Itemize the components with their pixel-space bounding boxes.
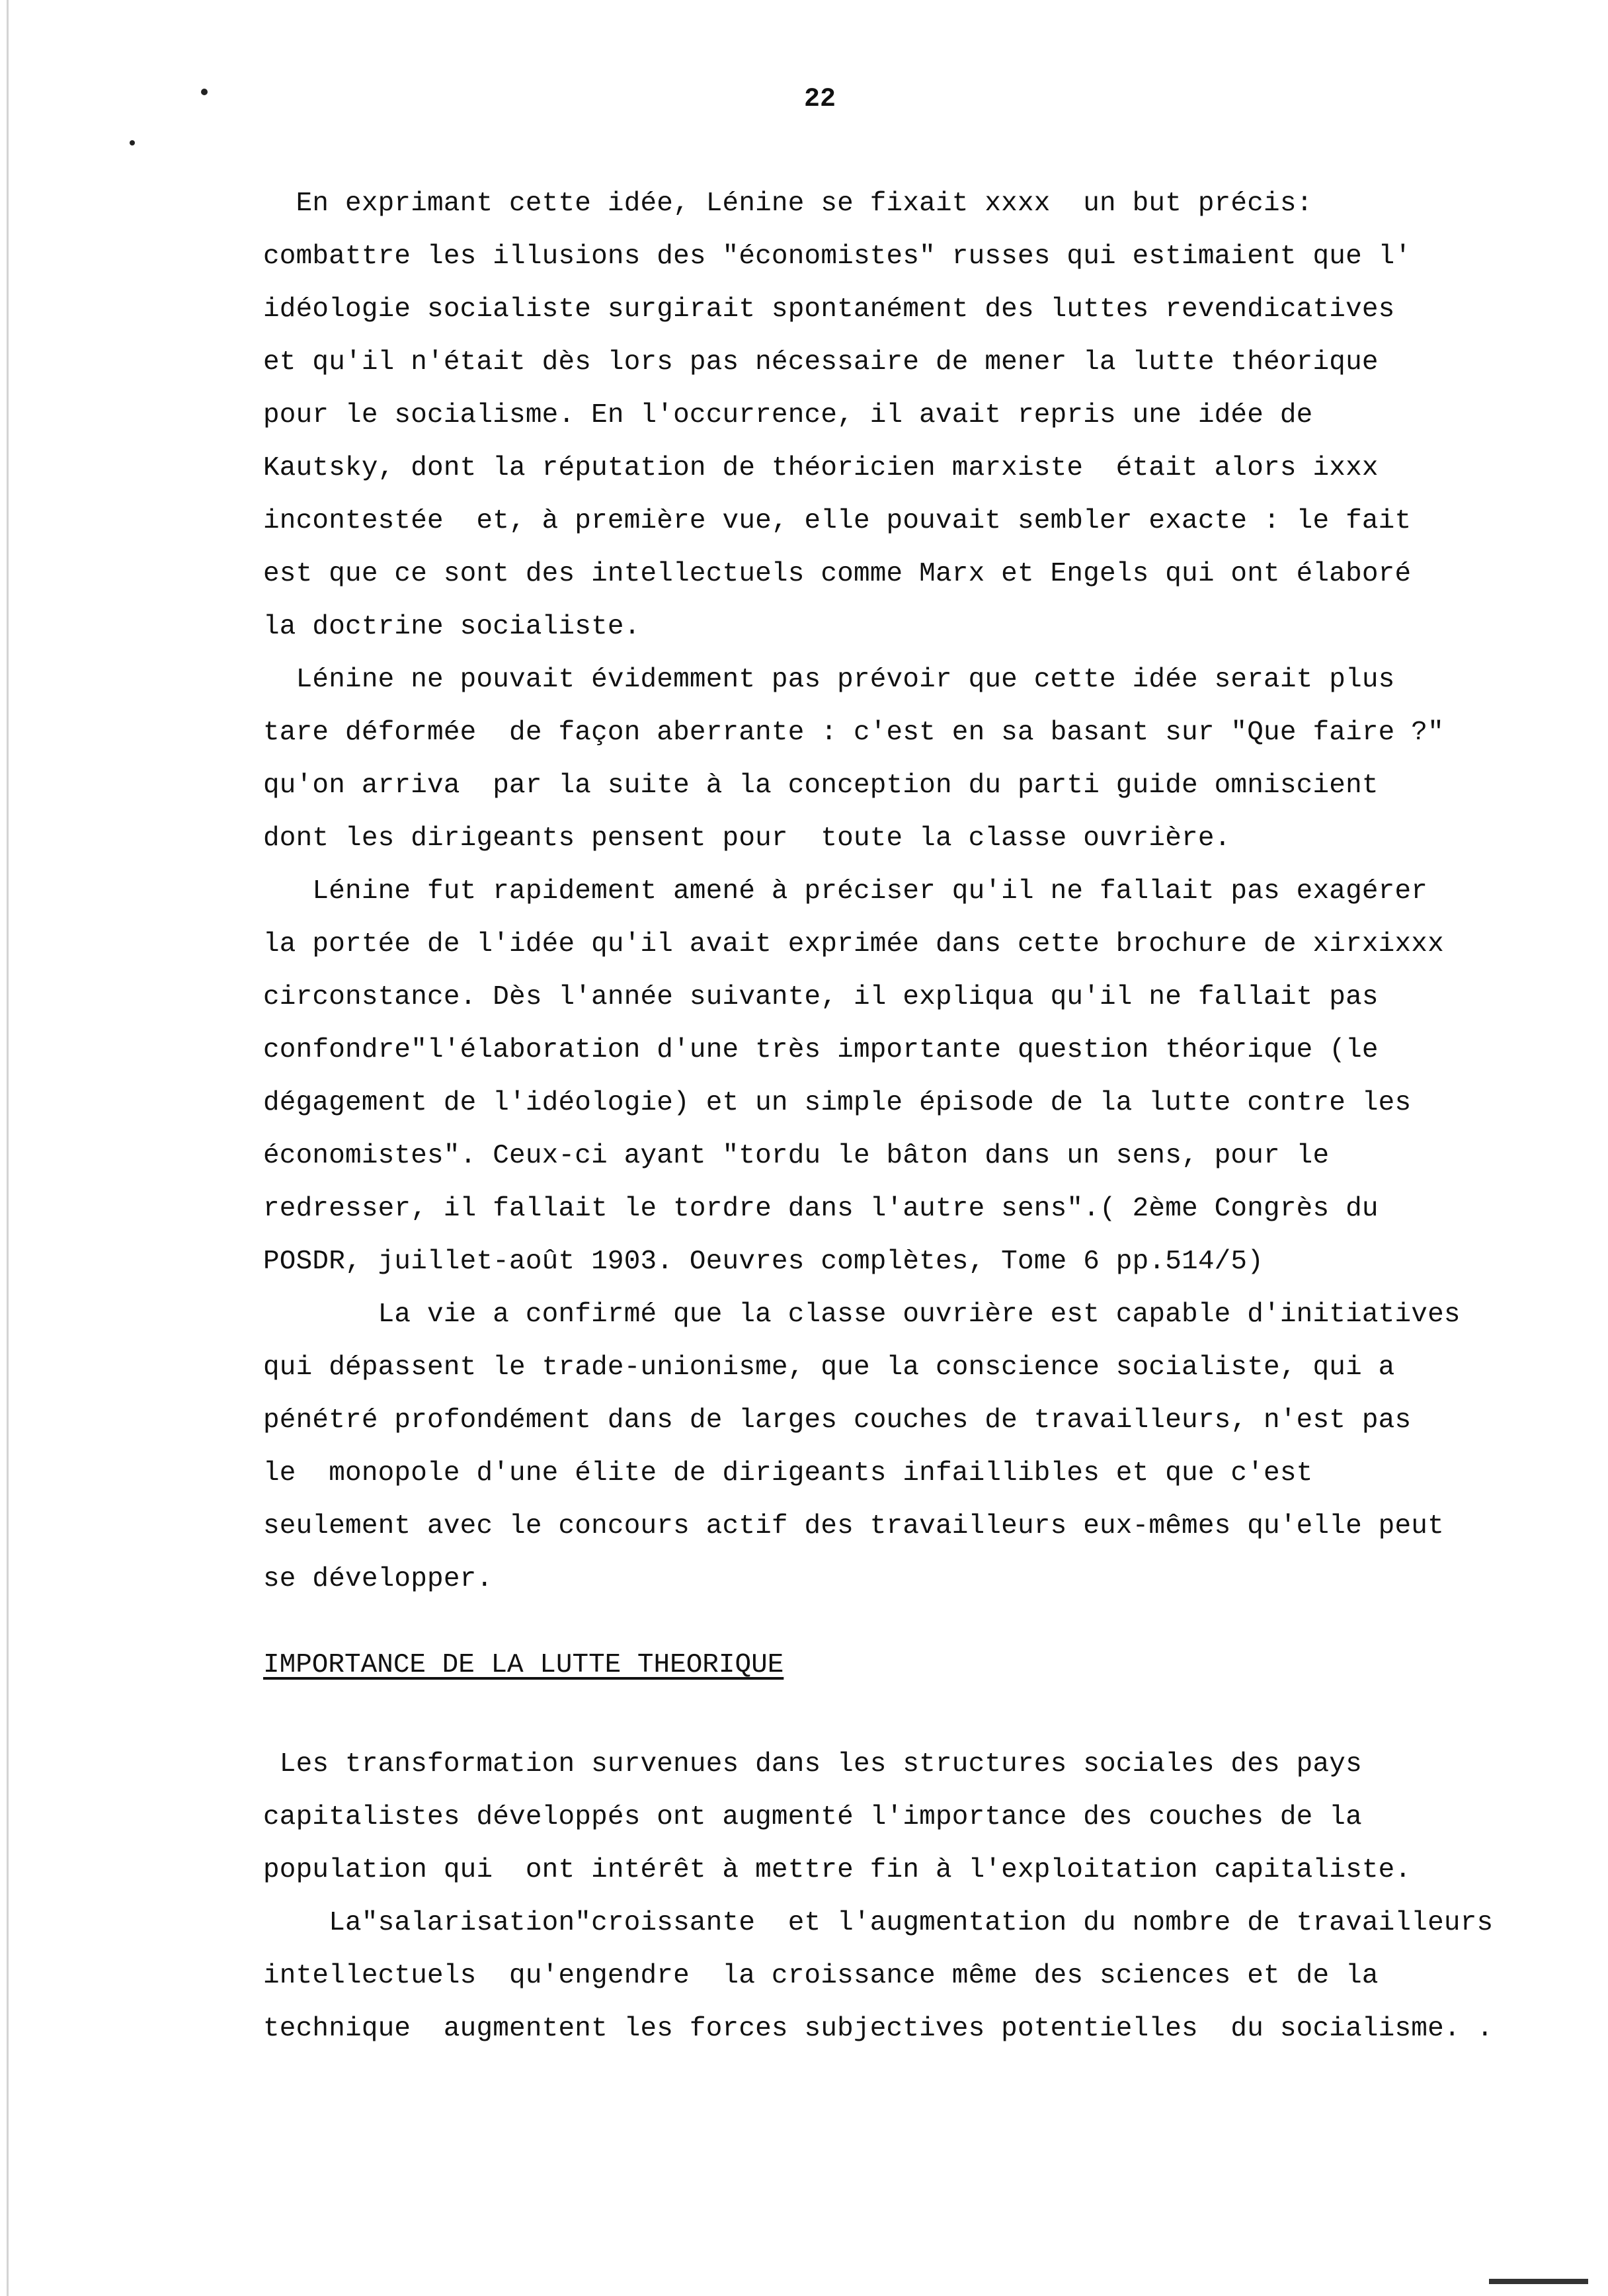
scan-edge-mark xyxy=(1489,2279,1588,2284)
text-line: pénétré profondément dans de larges couches de travailleurs, n'est pas xyxy=(263,1405,1412,1436)
text-line: Les transformation survenues dans les structures sociales des pays xyxy=(263,1749,1362,1780)
text-line: circonstance. Dès l'année suivante, il expliqua qu'il ne fallait pas xyxy=(263,982,1379,1012)
text-line: tare déformée de façon aberrante : c'est en sa basant sur "Que faire ?" xyxy=(263,718,1444,748)
text-line: La vie a confirmé que la classe ouvrière est capable d'initiatives xyxy=(263,1299,1461,1330)
text-line: est que ce sont des intellectuels comme Marx et Engels qui ont élaboré xyxy=(263,559,1412,589)
text-line: idéologie socialiste surgirait spontanément des luttes revendicatives xyxy=(263,294,1395,325)
text-line: population qui ont intérêt à mettre fin à l'exploitation capitaliste. xyxy=(263,1855,1412,1885)
text-line: incontestée et, à première vue, elle pouvait sembler exacte : le fait xyxy=(263,506,1412,536)
text-line: se développer. xyxy=(263,1564,493,1594)
text-line: Kautsky, dont la réputation de théoricien marxiste était alors ixxx xyxy=(263,453,1379,483)
text-line: capitalistes développés ont augmenté l'importance des couches de la xyxy=(263,1802,1362,1832)
page-edge xyxy=(7,0,9,2296)
text-line: combattre les illusions des "économistes" russes qui estimaient que l' xyxy=(263,241,1412,272)
text-line: dont les dirigeants pensent pour toute la classe ouvrière. xyxy=(263,823,1231,854)
page-number: 22 xyxy=(803,85,836,114)
scan-speck xyxy=(201,89,208,95)
text-line: la doctrine socialiste. xyxy=(263,612,641,642)
text-line: POSDR, juillet-août 1903. Oeuvres complètes, Tome 6 pp.514/5) xyxy=(263,1247,1264,1277)
text-line: En exprimant cette idée, Lénine se fixait xxxx un but précis: xyxy=(263,188,1313,219)
scan-speck xyxy=(130,140,135,145)
text-line: qui dépassent le trade-unionisme, que la conscience socialiste, qui a xyxy=(263,1352,1395,1383)
text-line: pour le socialisme. En l'occurrence, il avait repris une idée de xyxy=(263,400,1313,430)
text-line: technique augmentent les forces subjectives potentielles du socialisme. . xyxy=(263,2014,1494,2044)
text-line: économistes". Ceux-ci ayant "tordu le bâton dans un sens, pour le xyxy=(263,1141,1330,1171)
text-line: Lénine fut rapidement amené à préciser qu'il ne fallait pas exagérer xyxy=(263,876,1428,907)
text-line: la portée de l'idée qu'il avait exprimée dans cette brochure de xirxixxx xyxy=(263,929,1444,960)
text-line: redresser, il fallait le tordre dans l'autre sens".( 2ème Congrès du xyxy=(263,1194,1379,1224)
text-line: seulement avec le concours actif des travailleurs eux-mêmes qu'elle peut xyxy=(263,1511,1444,1541)
text-line: le monopole d'une élite de dirigeants infaillibles et que c'est xyxy=(263,1458,1313,1489)
text-line: dégagement de l'idéologie) et un simple épisode de la lutte contre les xyxy=(263,1088,1412,1118)
text-line: et qu'il n'était dès lors pas nécessaire de mener la lutte théorique xyxy=(263,347,1379,378)
text-line: La"salarisation"croissante et l'augmentation du nombre de travailleurs xyxy=(263,1908,1494,1938)
text-line: confondre"l'élaboration d'une très importante question théorique (le xyxy=(263,1035,1379,1065)
text-line: intellectuels qu'engendre la croissance même des sciences et de la xyxy=(263,1961,1379,1991)
section-heading: IMPORTANCE DE LA LUTTE THEORIQUE xyxy=(263,1650,784,1680)
text-line: Lénine ne pouvait évidemment pas prévoir que cette idée serait plus xyxy=(263,665,1395,695)
text-line: qu'on arriva par la suite à la conception du parti guide omniscient xyxy=(263,770,1379,801)
